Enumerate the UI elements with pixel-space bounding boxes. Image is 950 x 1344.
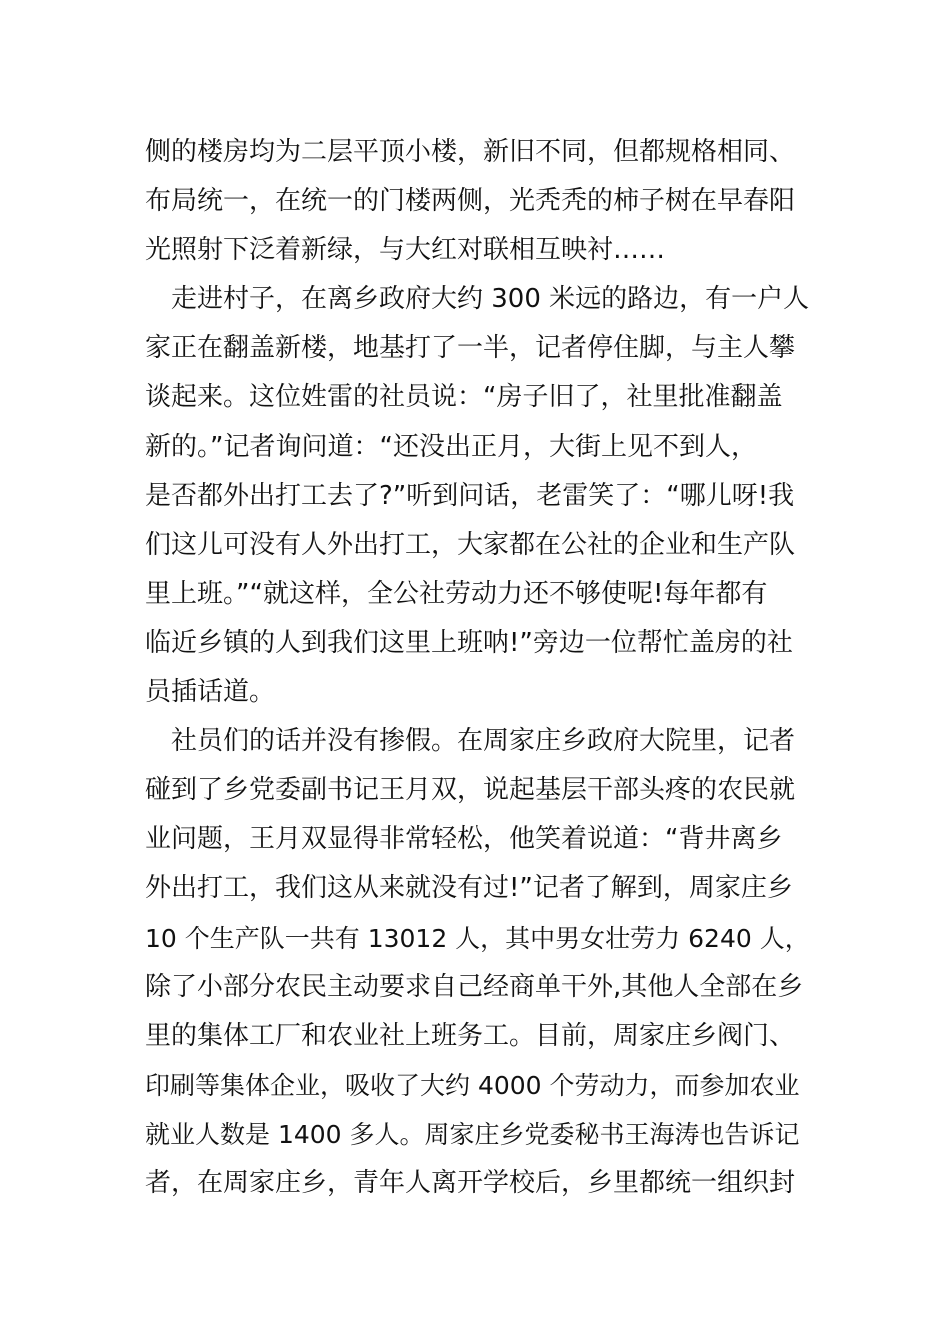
text-line: 们这儿可没有人外出打工，大家都在公社的企业和生产队	[145, 529, 796, 560]
text-line: 员插话道。	[145, 677, 276, 708]
text-line: 就业人数是 1400 多人。周家庄乡党委秘书王海涛也告诉记	[145, 1119, 800, 1149]
text-line: 碰到了乡党委副书记王月双，说起基层干部头疼的农民就	[145, 775, 796, 806]
text-line: 侧的楼房均为二层平顶小楼，新旧不同，但都规格相同、	[145, 137, 796, 167]
text-line: 临近乡镇的人到我们这里上班呐!”旁边一位帮忙盖房的社	[145, 627, 793, 658]
text-line: 新的。”记者询问道：“还没出正月，大街上见不到人，	[145, 431, 757, 462]
text-line: 谈起来。这位姓雷的社员说：“房子旧了，社里批准翻盖	[145, 382, 783, 413]
body-text	[145, 128, 810, 1208]
text-line: 是否都外出打工去了?”听到问话，老雷笑了：“哪儿呀!我	[145, 480, 795, 511]
text-line: 印刷等集体企业，吸收了大约 4000 个劳动力，而参加农业	[145, 1070, 800, 1100]
text-line: 社员们的话并没有掺假。在周家庄乡政府大院里，记者	[145, 726, 796, 757]
text-line: 外出打工，我们这从来就没有过!”记者了解到，周家庄乡	[145, 873, 793, 904]
text-line: 业问题，王月双显得非常轻松，他笑着说道：“背井离乡	[145, 824, 783, 855]
text-line: 者，在周家庄乡，青年人离开学校后，乡里都统一组织封	[145, 1167, 796, 1198]
text-line: 10 个生产队一共有 13012 人，其中男女壮劳力 6240 人，	[145, 923, 810, 953]
text-line: 家正在翻盖新楼，地基打了一半，记者停住脚，与主人攀	[145, 333, 796, 364]
text-line: 里上班。”“就这样，全公社劳动力还不够使呢!每年都有	[145, 578, 768, 609]
text-line: 里的集体工厂和农业社上班务工。目前，周家庄乡阀门、	[145, 1020, 796, 1051]
text-line: 布局统一，在统一的门楼两侧，光秃秃的柿子树在早春阳	[145, 186, 796, 217]
text-line: 除了小部分农民主动要求自己经商单干外,其他人全部在乡	[145, 971, 804, 1002]
text-line: 走进村子，在离乡政府大约 300 米远的路边，有一户人	[145, 284, 810, 315]
text-line: 光照射下泛着新绿，与大红对联相互映衬……	[145, 235, 666, 266]
